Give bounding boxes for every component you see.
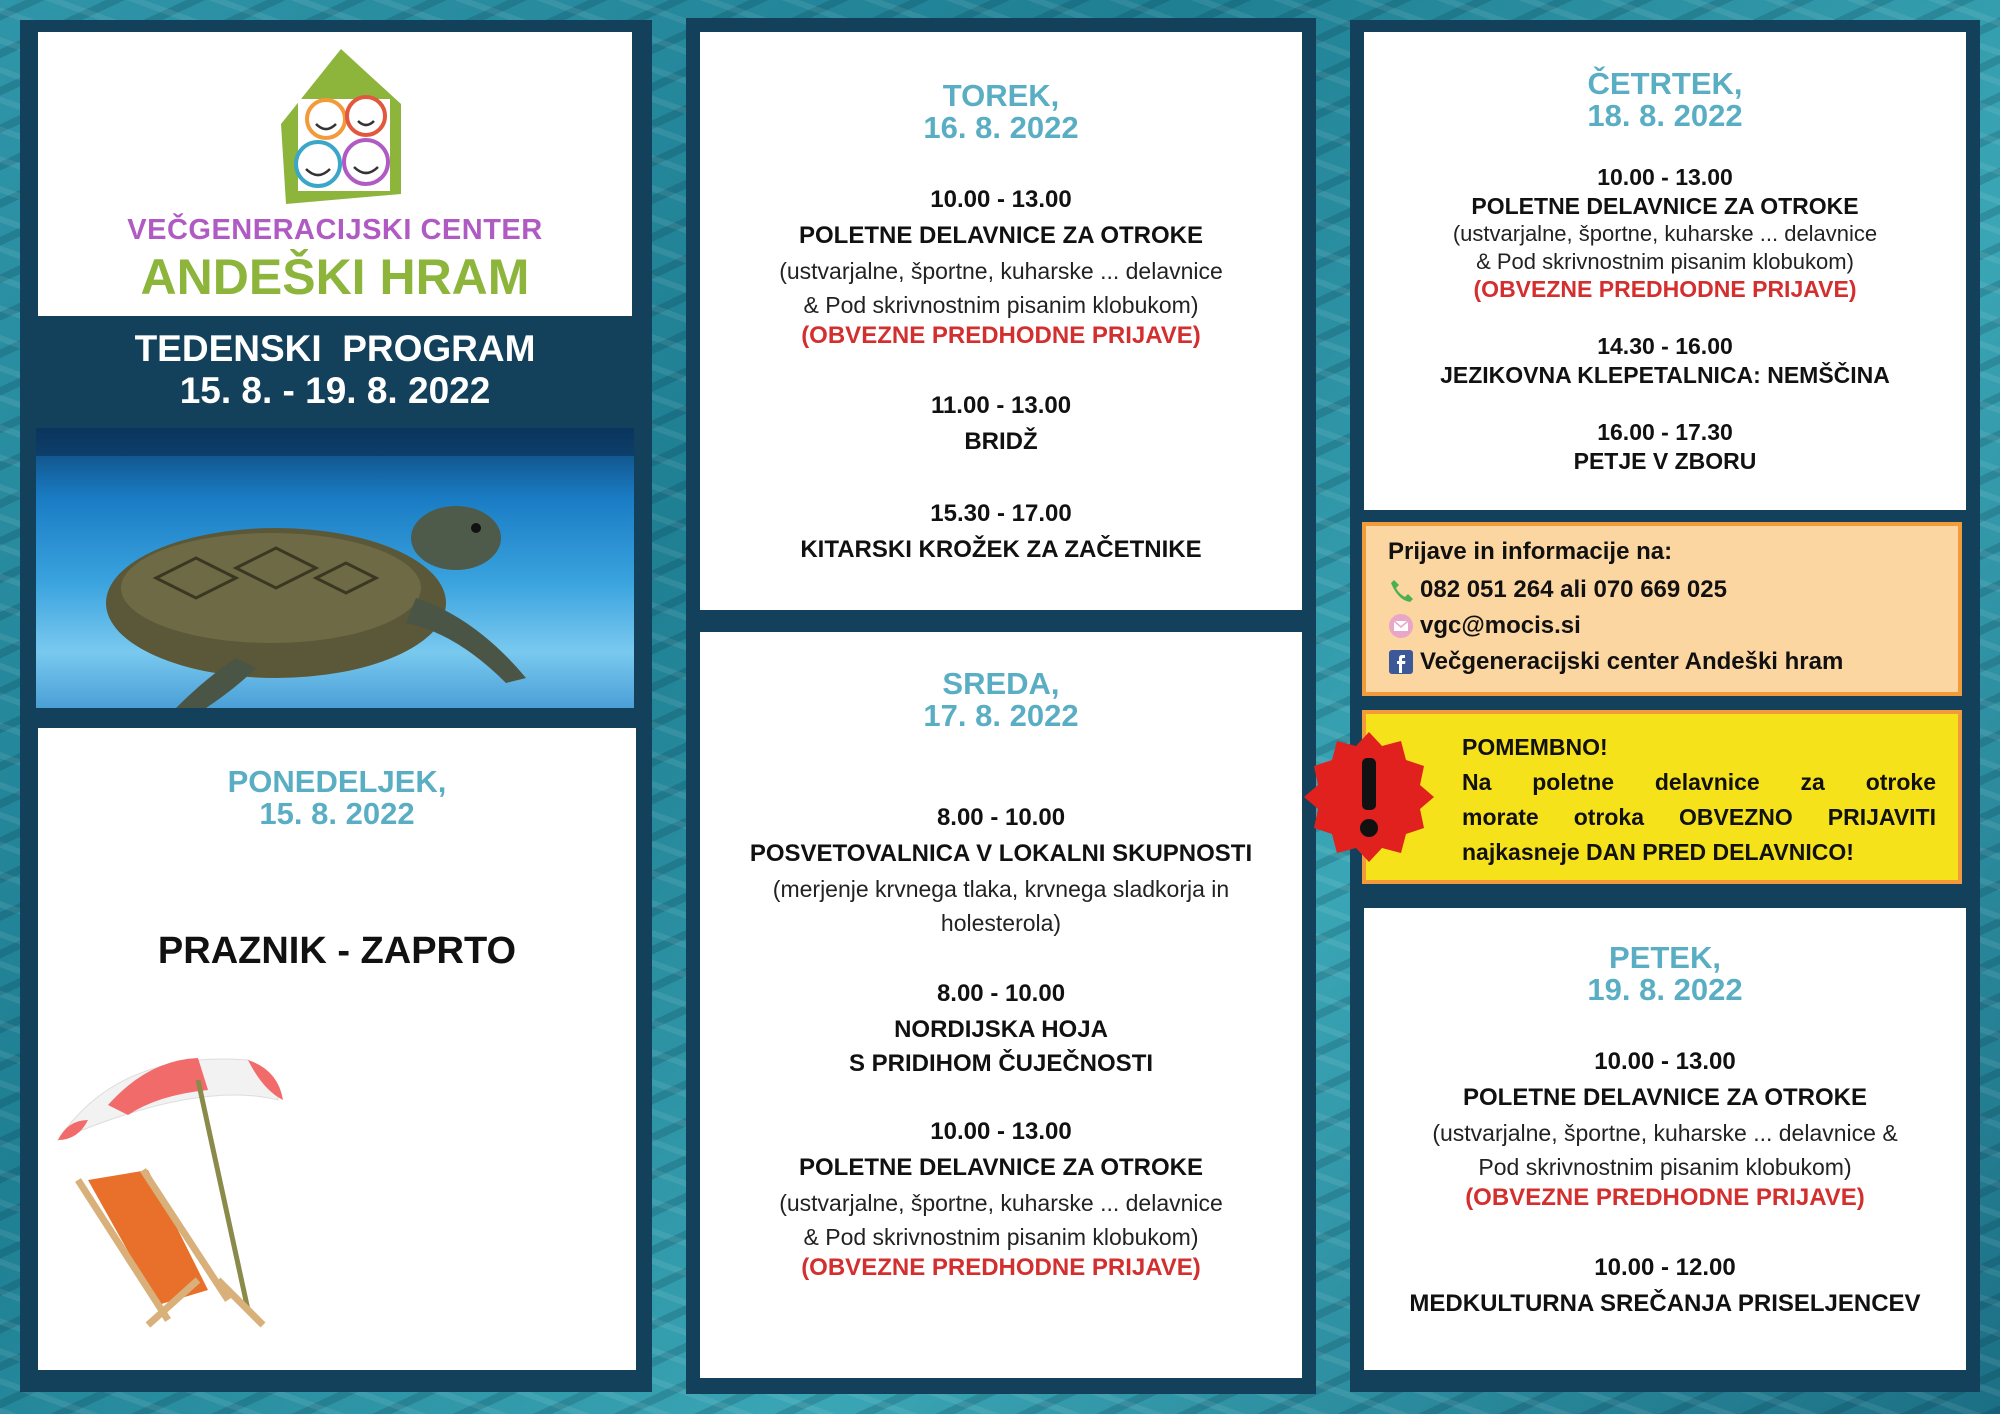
- beach-umbrella-chair-icon: [48, 1030, 308, 1330]
- warning-badge-icon: [1302, 730, 1436, 864]
- event-time: 11.00 - 13.00: [930, 392, 1072, 419]
- wednesday-panel: [700, 632, 1302, 1378]
- event-time: 8.00 - 10.00: [936, 980, 1066, 1007]
- event-title: BRIDŽ: [964, 428, 1038, 455]
- phone-icon: [1388, 577, 1414, 603]
- contact-phone[interactable]: 082 051 264 ali 070 669 025: [1420, 576, 1727, 603]
- event-time: 16.00 - 17.30: [1597, 419, 1733, 445]
- event-title: MEDKULTURNA SREČANJA PRISELJENCEV: [1409, 1290, 1921, 1317]
- contact-heading: Prijave in informacije na:: [1388, 538, 1673, 565]
- logo-panel: [38, 32, 632, 316]
- brand-line2: ANDEŠKI HRAM: [140, 249, 530, 305]
- contact-email[interactable]: vgc@mocis.si: [1420, 612, 1581, 639]
- event-desc: (ustvarjalne, športne, kuharske ... delavnice: [779, 1190, 1223, 1216]
- friday-panel: [1364, 908, 1966, 1370]
- event-time: 14.30 - 16.00: [1597, 333, 1733, 359]
- notice-line: Na poletne delavnice za otroke: [1462, 769, 1936, 795]
- contact-facebook[interactable]: Večgeneracijski center Andeški hram: [1420, 648, 1844, 675]
- event-title: POLETNE DELAVNICE ZA OTROKE: [1462, 1084, 1867, 1111]
- event-time: 10.00 - 13.00: [1594, 1048, 1736, 1075]
- event-time: 15.30 - 17.00: [930, 500, 1072, 527]
- event-note: (OBVEZNE PREDHODNE PRIJAVE): [1465, 1184, 1865, 1211]
- tuesday-date: 16. 8. 2022: [923, 110, 1079, 145]
- thursday-date: 18. 8. 2022: [1587, 98, 1743, 133]
- notice-title: POMEMBNO!: [1462, 734, 1608, 760]
- notice-line: najkasneje DAN PRED DELAVNICO!: [1462, 839, 1854, 865]
- program-dates: 15. 8. - 19. 8. 2022: [179, 370, 491, 411]
- event-desc: & Pod skrivnostnim pisanim klobukom): [1476, 249, 1854, 274]
- event-note: (OBVEZNE PREDHODNE PRIJAVE): [1473, 276, 1857, 302]
- event-time: 10.00 - 12.00: [1594, 1254, 1736, 1281]
- house-logo-icon: [266, 44, 416, 214]
- event-desc: & Pod skrivnostnim pisanim klobukom): [803, 292, 1199, 318]
- event-desc: & Pod skrivnostnim pisanim klobukom): [803, 1224, 1199, 1250]
- thursday-panel: [1364, 32, 1966, 510]
- tuesday-panel: [700, 32, 1302, 610]
- event-desc: (ustvarjalne, športne, kuharske ... delavnice: [1452, 221, 1878, 246]
- notice-box: [1362, 710, 1962, 884]
- event-desc: holesterola): [940, 910, 1062, 936]
- event-title: S PRIDIHOM ČUJEČNOSTI: [848, 1050, 1154, 1077]
- event-title: POLETNE DELAVNICE ZA OTROKE: [1471, 193, 1859, 219]
- thursday-day: ČETRTEK,: [1587, 66, 1743, 101]
- email-icon: [1388, 613, 1414, 639]
- program-title: TEDENSKI PROGRAM: [134, 328, 536, 369]
- event-desc: (merjenje krvnega tlaka, krvnega sladkorja in: [772, 876, 1230, 902]
- event-note: (OBVEZNE PREDHODNE PRIJAVE): [801, 1254, 1201, 1281]
- event-title: POLETNE DELAVNICE ZA OTROKE: [798, 222, 1203, 249]
- event-title: POLETNE DELAVNICE ZA OTROKE: [798, 1154, 1203, 1181]
- event-time: 10.00 - 13.00: [1597, 164, 1733, 190]
- wednesday-day: SREDA,: [942, 666, 1060, 701]
- event-title: NORDIJSKA HOJA: [894, 1016, 1108, 1043]
- contact-box: [1362, 522, 1962, 696]
- turtle-icon: [36, 428, 634, 708]
- tuesday-day: TOREK,: [942, 78, 1060, 113]
- monday-panel: [38, 728, 636, 1370]
- turtle-photo: [36, 428, 634, 708]
- friday-date: 19. 8. 2022: [1587, 972, 1743, 1007]
- friday-day: PETEK,: [1609, 940, 1721, 975]
- facebook-icon: [1388, 649, 1414, 675]
- notice-line: morate otroka OBVEZNO PRIJAVITI: [1462, 804, 1936, 830]
- event-time: 10.00 - 13.00: [930, 1118, 1072, 1145]
- event-time: 10.00 - 13.00: [930, 186, 1072, 213]
- event-desc: (ustvarjalne, športne, kuharske ... delavnice: [779, 258, 1223, 284]
- event-time: 8.00 - 10.00: [936, 804, 1066, 831]
- monday-status: PRAZNIK - ZAPRTO: [157, 930, 517, 972]
- brand-line1: VEČGENERACIJSKI CENTER: [127, 214, 543, 246]
- event-note: (OBVEZNE PREDHODNE PRIJAVE): [801, 322, 1201, 349]
- wednesday-date: 17. 8. 2022: [923, 698, 1079, 733]
- event-desc: Pod skrivnostnim pisanim klobukom): [1478, 1154, 1852, 1180]
- event-title: POSVETOVALNICA V LOKALNI SKUPNOSTI: [749, 840, 1253, 867]
- event-title: JEZIKOVNA KLEPETALNICA: NEMŠČINA: [1440, 362, 1890, 388]
- monday-date: 15. 8. 2022: [259, 796, 415, 831]
- event-title: KITARSKI KROŽEK ZA ZAČETNIKE: [800, 536, 1202, 563]
- event-desc: (ustvarjalne, športne, kuharske ... delavnice &: [1432, 1120, 1898, 1146]
- monday-day: PONEDELJEK,: [227, 764, 447, 799]
- event-title: PETJE V ZBORU: [1573, 448, 1757, 474]
